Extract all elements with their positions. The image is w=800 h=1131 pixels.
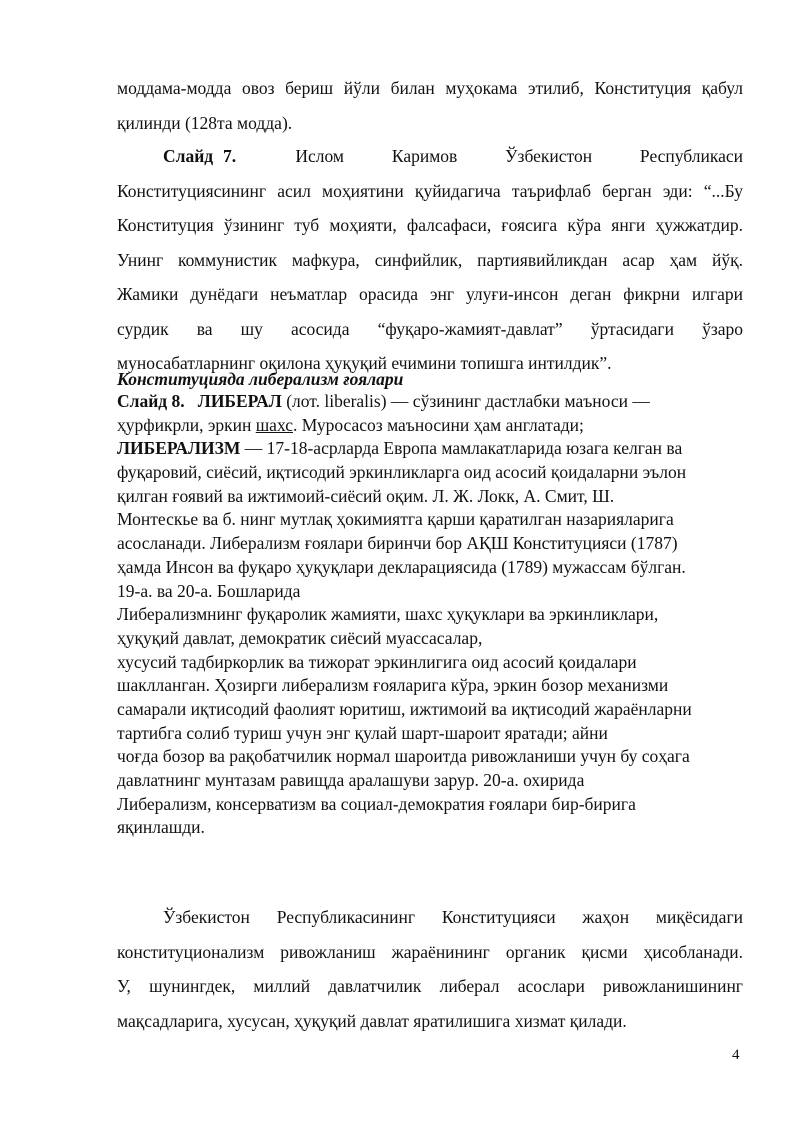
text-line: Либерализмнинг фуқаролик жамияти, шахс ҳуқуклари ва эркинликлари,	[117, 604, 659, 625]
page-number: 4	[732, 1047, 740, 1063]
text-line: Конституциясининг асил моҳиятини қуйидагича таърифлаб берган эди: “...Бу	[117, 180, 743, 201]
text-line: қилган ғоявий ва ижтимоий-сиёсий оқим. Л. Ж. Локк, А. Смит, Ш.	[117, 485, 615, 506]
text-line: муносабатларнинг оқилона ҳуқуқий ечимини топишга интилдик”.	[117, 353, 612, 373]
text-line: хусусий тадбиркорлик ва тижорат эркинлигига оид асосий қоидалари	[117, 651, 637, 672]
conclusion-first-line	[117, 900, 743, 935]
text-line: Монтескье ва б. нинг мутлақ ҳокимиятга қарши қаратилган назарияларига	[117, 509, 674, 530]
text-line: яқинлашди.	[117, 817, 205, 838]
paragraph-conclusion	[117, 900, 743, 1038]
text-line: Конституция ўзининг туб моҳияти, фалсафаси, ғоясига кўра янги ҳужжатдир.	[117, 215, 743, 235]
shaxs-link[interactable]: шахс	[255, 414, 293, 435]
text-line: ҳуқуқий давлат, демократик сиёсий муассасалар,	[117, 627, 483, 648]
text-line: У, шунингдек, миллий давлатчилик либерал асослари ривожланишининг	[117, 976, 743, 996]
paragraph-slide-8	[117, 390, 743, 840]
slide-8-second-line	[117, 414, 743, 438]
text-line: асосланади. Либерализм ғоялари биринчи бор АҚШ Конституцияси (1787)	[117, 533, 678, 554]
text-line: моддама-модда овоз бериш йўли билан муҳокама этилиб, Конституция қабул	[117, 78, 743, 98]
text-line: қилинди (128та модда).	[117, 112, 293, 133]
text-segment: . Муросасоз маъносини ҳам англатади;	[292, 414, 584, 435]
liberalism-term: ЛИБЕРАЛИЗМ	[117, 438, 241, 459]
text-line: самарали иқтисодий фаолият юритиш, ижтимоий ва иқтисодий жараёнларни	[117, 698, 692, 719]
text-line: Унинг коммунистик мафкура, синфийлик, партиявийликдан асар ҳам йўқ.	[117, 249, 743, 270]
slide-8-first-line	[117, 390, 743, 414]
text-line: ҳамда Инсон ва фуқаро ҳуқуқлари декларациясида (1789) мужассам бўлган.	[117, 556, 686, 577]
slide-7-first-line-text: Ислом Каримов Ўзбекистон Республикаси	[295, 146, 743, 166]
text-line: тартибга солиб туриш учун энг қулай шарт-шароит яратади; айни	[117, 722, 608, 743]
slide-8-label: Слайд 8.	[117, 391, 185, 411]
text-line: конституционализм ривожланиш жараёнининг органик қисми ҳисобланади.	[117, 941, 743, 962]
text-segment: — 17-18-асрларда Европа мамлакатларида юзага келган ва	[240, 438, 683, 459]
text-line: фуқаровий, сиёсий, иқтисодий эркинликларга оид асосий қоидаларни эълон	[117, 462, 687, 483]
section-heading: Конституцияда либерализм ғоялари	[117, 369, 404, 389]
paragraph-intro	[117, 71, 743, 140]
text-line: чоғда бозор ва рақобатчилик нормал шароитда ривожланиши учун бу соҳага	[117, 746, 690, 767]
text-segment: ҳурфикрли, эркин	[117, 414, 256, 435]
text-segment: (лот. liberalis) — сўзининг дастлабки маъноси —	[286, 391, 650, 411]
liberal-term: ЛИБЕРАЛ	[197, 391, 282, 411]
text-segment: Ўзбекистон Республикасининг Конституцияси жаҳон миқёсидаги	[163, 907, 743, 927]
text-line: давлатнинг мунтазам равищда аралашуви зарур. 20-а. охирида	[117, 770, 585, 790]
text-line: сурдик ва шу асосида “фуқаро-жамият-давлат” ўртасидаги ўзаро	[117, 318, 743, 339]
paragraph-slide-7	[117, 139, 743, 381]
text-line: шаклланган. Ҳозирги либерализм ғояларига кўра, эркин бозор механизми	[117, 675, 669, 696]
text-line: Либерализм, консерватизм ва социал-демократия ғоялари бир-бирига	[117, 793, 636, 814]
slide-7-label: Слайд 7.	[163, 146, 237, 166]
text-line: Жамики дунёдаги неъматлар орасида энг улуғи-инсон деган фикрни илгари	[117, 284, 743, 304]
text-line: мақсадларига, хусусан, ҳуқуқий давлат яратилишига хизмат қилади.	[117, 1010, 627, 1031]
slide-8-third-line	[117, 437, 743, 461]
slide-7-first-line	[117, 139, 743, 174]
text-line: 19-а. ва 20-а. Бошларида	[117, 580, 301, 601]
